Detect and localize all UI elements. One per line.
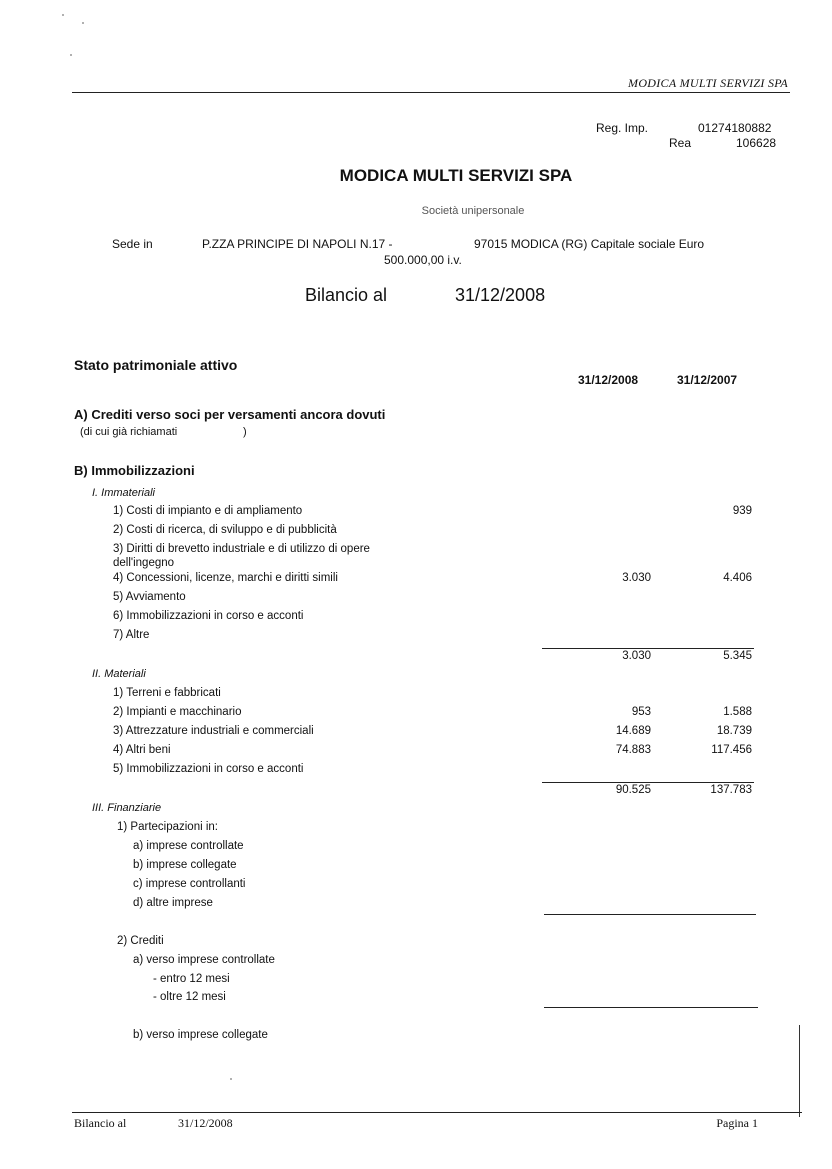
immateriali-item-7: 7) Altre — [113, 629, 150, 641]
scan-speck — [82, 22, 84, 24]
rea-label: Rea — [669, 136, 692, 150]
running-title: MODICA MULTI SERVIZI SPA — [628, 76, 788, 90]
materiali-total-2007: 137.783 — [710, 784, 752, 796]
immateriali-total-rule — [542, 648, 754, 649]
company-name: MODICA MULTI SERVIZI SPA — [339, 166, 573, 185]
company-capital: 500.000,00 i.v. — [384, 253, 462, 267]
materiali-item-4-2007: 117.456 — [711, 744, 752, 756]
materiali-item-2-2007: 1.588 — [723, 706, 752, 718]
crediti-collegate: b) verso imprese collegate — [133, 1029, 268, 1041]
immateriali-item-5: 5) Avviamento — [113, 591, 186, 603]
footer-rule — [72, 1112, 802, 1113]
partecipazioni-item-b: b) imprese collegate — [133, 859, 237, 871]
materiali-title: II. Materiali — [92, 668, 146, 680]
company-city: 97015 MODICA (RG) Capitale sociale Euro — [474, 237, 705, 251]
materiali-total-rule — [542, 782, 754, 783]
sede-label: Sede in — [112, 237, 153, 251]
immateriali-item-6: 6) Immobilizzazioni in corso e acconti — [113, 610, 304, 622]
section-b-title: B) Immobilizzazioni — [74, 463, 195, 478]
immateriali-item-4-2007: 4.406 — [723, 572, 752, 584]
materiali-item-1: 1) Terreni e fabbricati — [113, 687, 221, 699]
footer-date: 31/12/2008 — [178, 1116, 233, 1130]
reg-imp-label: Reg. Imp. — [596, 121, 649, 135]
rea-value: 106628 — [736, 136, 777, 150]
crediti-entro-12-mesi: - entro 12 mesi — [153, 973, 230, 985]
column-header-2008: 31/12/2008 — [578, 373, 639, 387]
materiali-item-4: 4) Altri beni — [113, 744, 171, 756]
partecipazioni-total-rule — [544, 914, 756, 915]
section-a-title: A) Crediti verso soci per versamenti ancora dovuti — [74, 407, 386, 422]
materiali-item-2: 2) Impianti e macchinario — [113, 706, 242, 718]
immateriali-item-4-2008: 3.030 — [622, 572, 651, 584]
scan-speck — [70, 54, 72, 56]
footer-label: Bilancio al — [74, 1116, 127, 1130]
crediti-oltre-12-mesi: - oltre 12 mesi — [153, 991, 226, 1003]
materiali-item-3-2008: 14.689 — [615, 725, 651, 737]
section-a-note-close: ) — [243, 426, 247, 438]
immateriali-item-1: 1) Costi di impianto e di ampliamento — [113, 505, 303, 517]
partecipazioni-item-a: a) imprese controllate — [133, 840, 244, 852]
immateriali-total-2007: 5.345 — [723, 650, 752, 662]
scan-speck — [230, 1078, 232, 1080]
immateriali-item-3-cont: dell'ingegno — [113, 557, 175, 569]
scan-speck — [62, 14, 64, 16]
header-rule — [72, 92, 790, 93]
section-a-note: (di cui già richiamati — [80, 426, 178, 438]
statement-title: Stato patrimoniale attivo — [74, 357, 238, 373]
balance-date: 31/12/2008 — [455, 285, 546, 305]
finanziarie-title: III. Finanziarie — [92, 802, 162, 814]
immateriali-item-3: 3) Diritti di brevetto industriale e di utilizzo di opere — [113, 543, 370, 555]
partecipazioni-item-d: d) altre imprese — [133, 897, 213, 909]
company-address: P.ZZA PRINCIPE DI NAPOLI N.17 - — [202, 237, 393, 251]
company-type: Società unipersonale — [421, 205, 525, 217]
crediti-total-rule — [544, 1007, 758, 1008]
materiali-total-2008: 90.525 — [615, 784, 651, 796]
reg-imp-value: 01274180882 — [698, 121, 772, 135]
materiali-item-3: 3) Attrezzature industriali e commerciali — [113, 725, 314, 737]
column-header-2007: 31/12/2007 — [677, 373, 738, 387]
balance-label: Bilancio al — [305, 285, 388, 305]
crediti-controllate: a) verso imprese controllate — [133, 954, 275, 966]
immateriali-item-2: 2) Costi di ricerca, di sviluppo e di pubblicità — [113, 524, 337, 536]
partecipazioni-title: 1) Partecipazioni in: — [117, 821, 218, 833]
materiali-item-5: 5) Immobilizzazioni in corso e acconti — [113, 763, 304, 775]
materiali-item-2-2008: 953 — [631, 706, 651, 718]
immateriali-total-2008: 3.030 — [622, 650, 651, 662]
scan-edge-line — [799, 1025, 800, 1117]
immateriali-item-4: 4) Concessioni, licenze, marchi e diritti simili — [113, 572, 338, 584]
partecipazioni-item-c: c) imprese controllanti — [133, 878, 246, 890]
footer-page-number: Pagina 1 — [716, 1116, 758, 1130]
immateriali-item-1-2007: 939 — [732, 505, 752, 517]
immateriali-title: I. Immateriali — [92, 487, 155, 499]
materiali-item-4-2008: 74.883 — [615, 744, 651, 756]
materiali-item-3-2007: 18.739 — [716, 725, 752, 737]
crediti-title: 2) Crediti — [117, 935, 164, 947]
